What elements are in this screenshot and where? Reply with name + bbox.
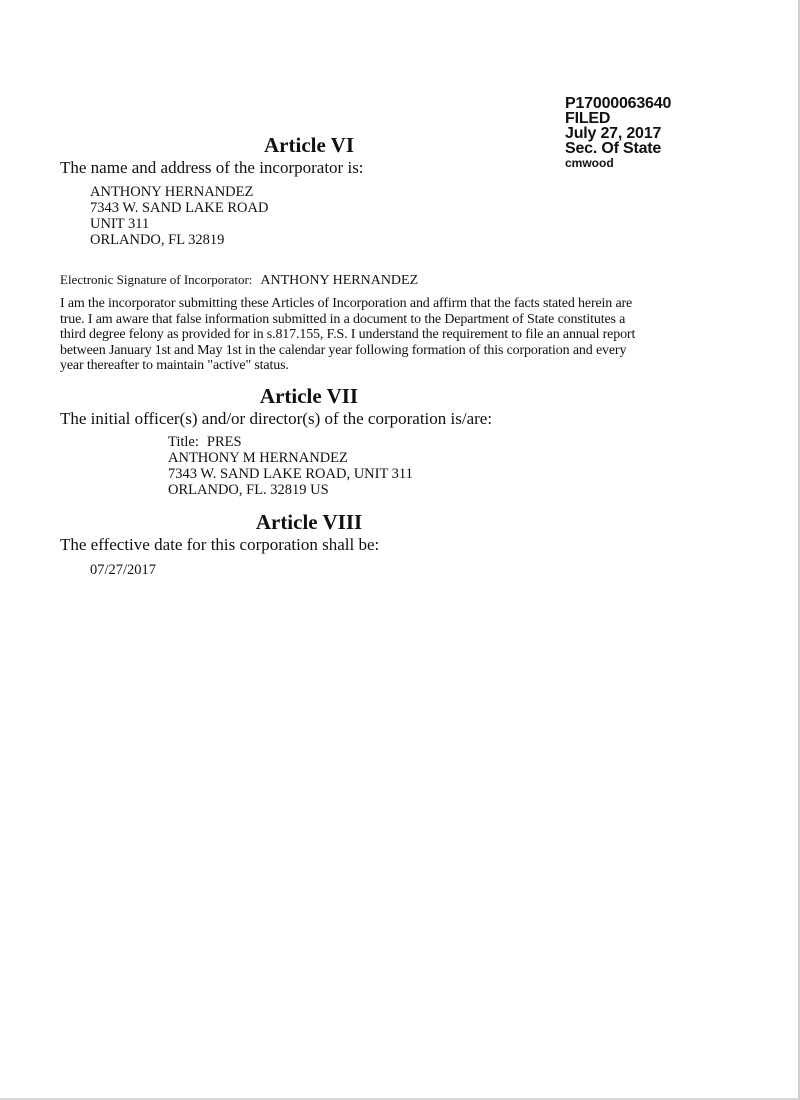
- stamp-clerk: cmwood: [565, 156, 614, 170]
- statement-line: between January 1st and May 1st in the calendar year following formation of this corporation and every: [60, 342, 627, 358]
- signature-name: ANTHONY HERNANDEZ: [260, 273, 419, 288]
- article-viii-lead: The effective date for this corporation shall be:: [60, 535, 380, 554]
- article-vii-heading: Article VII: [259, 384, 359, 408]
- officer-title-label: Title:: [168, 434, 199, 450]
- electronic-signature-line: [60, 271, 418, 289]
- stamp-document-number: P17000063640: [565, 95, 672, 112]
- statement-line: true. I am aware that false information submitted in a document to the Department of State constitutes a: [60, 311, 626, 327]
- stamp-office: Sec. Of State: [565, 140, 662, 157]
- stamp-date: July 27, 2017: [565, 125, 662, 142]
- officer-title-value: PRES: [206, 434, 242, 450]
- officer-title: [168, 434, 413, 450]
- incorporator-city: ORLANDO, FL 32819: [90, 232, 225, 248]
- officer-city: ORLANDO, FL. 32819 US: [168, 482, 329, 498]
- article-vii-lead: The initial officer(s) and/or director(s) of the corporation is/are:: [60, 409, 493, 428]
- article-viii-heading: Article VIII: [255, 510, 363, 534]
- incorporator-name: ANTHONY HERNANDEZ: [90, 184, 254, 200]
- incorporator-street: 7343 W. SAND LAKE ROAD: [90, 200, 269, 216]
- statement-line: I am the incorporator submitting these Articles of Incorporation and affirm that the facts stated herein are: [60, 296, 633, 311]
- officer-name: ANTHONY M HERNANDEZ: [168, 450, 348, 466]
- stamp-status: FILED: [565, 110, 611, 127]
- officer-block: [168, 434, 413, 498]
- incorporator-statement: [60, 296, 722, 374]
- article-vi-heading: Article VI: [264, 133, 354, 157]
- officer-street: 7343 W. SAND LAKE ROAD, UNIT 311: [168, 466, 413, 482]
- article-vi-lead: The name and address of the incorporator is:: [60, 158, 364, 177]
- signature-label: Electronic Signature of Incorporator:: [60, 272, 253, 287]
- effective-date-block: [90, 562, 156, 578]
- statement-line: year thereafter to maintain "active" status.: [60, 358, 289, 373]
- incorporator-unit: UNIT 311: [90, 216, 150, 232]
- incorporator-address: [90, 184, 268, 248]
- statement-line: third degree felony as provided for in s.817.155, F.S. I understand the requirement to file an annual report: [60, 327, 636, 342]
- effective-date: 07/27/2017: [90, 562, 157, 578]
